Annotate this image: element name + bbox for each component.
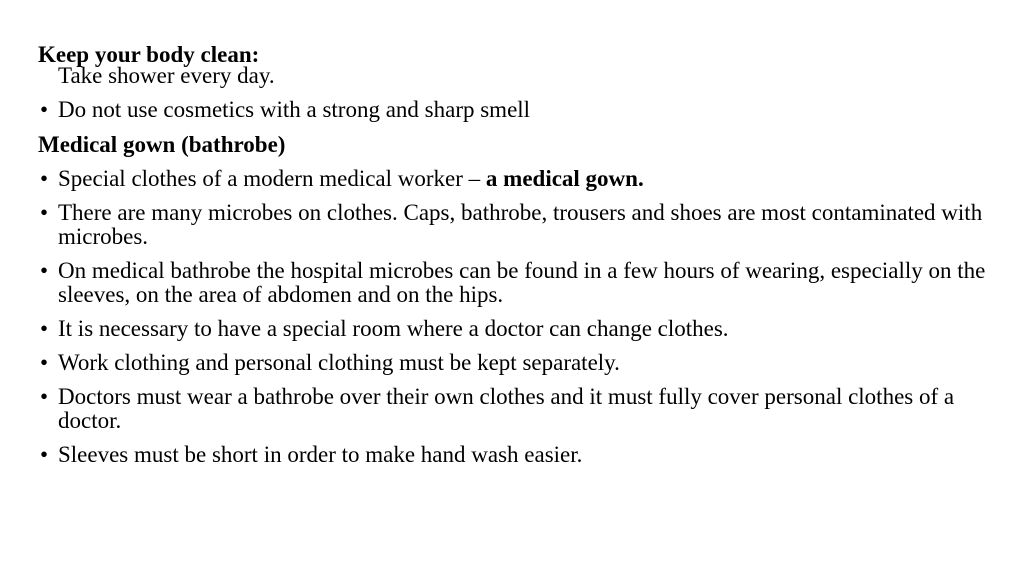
bullet-marker: • [40, 316, 49, 341]
bullet-text: Doctors must wear a bathrobe over their own clothes and it must fully cover personal clothes of a doctor. [58, 384, 955, 433]
bullet-item-hospital-microbes [38, 259, 988, 307]
bullet-item-microbes-clothes [38, 201, 988, 249]
bullet-item-clothing-separate [38, 351, 988, 375]
bullet-text: Work clothing and personal clothing must be kept separately. [58, 350, 620, 375]
bullet-item-short-sleeves [38, 443, 988, 467]
section-heading-body-clean: Keep your body clean: [38, 42, 260, 67]
bullet-text: Do not use cosmetics with a strong and sharp smell [58, 97, 531, 122]
bullet-text-bold: a medical gown. [485, 166, 644, 191]
bullet-text: It is necessary to have a special room where a doctor can change clothes. [58, 316, 729, 341]
section-heading-medical-gown: Medical gown (bathrobe) [38, 132, 286, 157]
bullet-marker: • [40, 384, 49, 409]
bullet-marker: • [40, 258, 49, 283]
bullet-text: Sleeves must be short in order to make hand wash easier. [58, 442, 583, 467]
bullet-marker: • [40, 442, 49, 467]
bullet-text: Special clothes of a modern medical worker – [58, 166, 486, 191]
body-clean-subline: Take shower every day. [58, 63, 275, 88]
bullet-item-special-room [38, 317, 988, 341]
bullet-item-bathrobe-cover [38, 385, 988, 433]
bullet-item-special-clothes [38, 167, 988, 191]
bullet-text: There are many microbes on clothes. Caps, bathrobe, trousers and shoes are most contaminated with microbes. [58, 200, 983, 249]
bullet-marker: • [40, 350, 49, 375]
bullet-marker: • [40, 97, 49, 122]
bullet-text: On medical bathrobe the hospital microbes can be found in a few hours of wearing, especially on the sleeves, on the area of abdomen and on the hips. [58, 258, 986, 307]
bullet-marker: • [40, 200, 49, 225]
slide-content [38, 42, 988, 467]
bullet-marker: • [40, 166, 49, 191]
bullet-item-cosmetics [38, 98, 988, 122]
